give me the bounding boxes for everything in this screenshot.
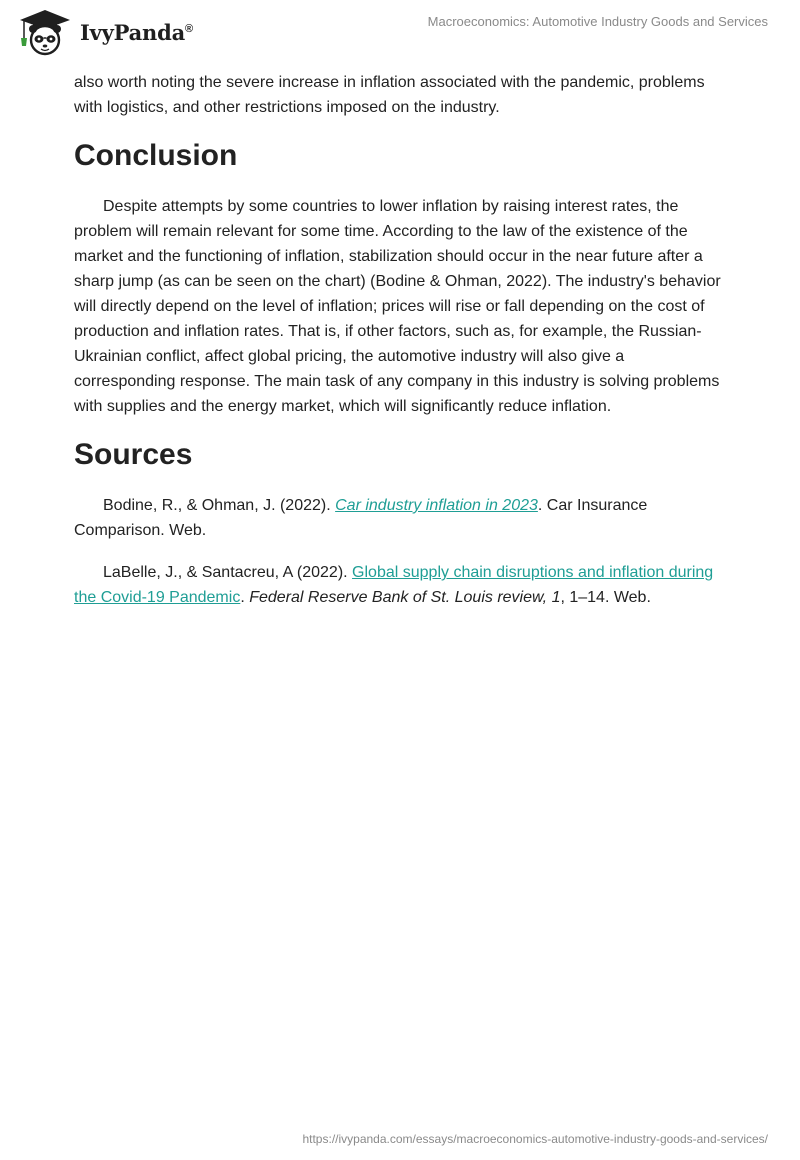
reference-link-car-industry-inflation[interactable]: Car industry inflation in 2023 bbox=[335, 497, 538, 514]
reference-rest: , 1–14. Web. bbox=[560, 589, 651, 606]
conclusion-heading: Conclusion bbox=[74, 139, 238, 172]
sources-heading: Sources bbox=[74, 438, 193, 471]
reference-rest: . Car Insurance Comparison. Web. bbox=[74, 497, 648, 539]
reference-item bbox=[74, 493, 726, 543]
reference-journal: Federal Reserve Bank of St. Louis review, 1 bbox=[249, 589, 561, 606]
logo-wordmark: IvyPanda® bbox=[80, 19, 193, 45]
page-url: https://ivypanda.com/essays/macroeconomics-automotive-industry-goods-and-services/ bbox=[302, 1132, 768, 1146]
reference-item bbox=[74, 560, 726, 610]
essay-content bbox=[74, 70, 726, 610]
reference-authors: LaBelle, J., & Santacreu, A (2022). bbox=[103, 564, 353, 581]
document-title: Macroeconomics: Automotive Industry Goods and Services bbox=[427, 14, 768, 29]
panda-graduate-icon bbox=[16, 8, 74, 56]
ivypanda-logo[interactable] bbox=[16, 8, 193, 56]
page-header bbox=[0, 0, 800, 62]
conclusion-paragraph: Despite attempts by some countries to lower inflation by raising interest rates, the problem will remain relevant for some time. According to the law of the existence of the market and the functioning of inflation, stabilization should occur in the near future after a sharp jump (as can be seen on the chart) (Bodine & Ohman, 2022). The industry's behavior will directly depend on the level of inflation; prices will rise or fall depending on the cost of production and inflation rates. That is, if other factors, such as, for example, the Russian-Ukrainian conflict, affect global pricing, the automotive industry will also give a corresponding response. The main task of any company in this industry is solving problems with supplies and the energy market, which will significantly reduce inflation. bbox=[74, 198, 721, 415]
intro-paragraph: also worth noting the severe increase in inflation associated with the pandemic, problems with logistics, and other restrictions imposed on the industry. bbox=[74, 74, 705, 116]
reference-authors: Bodine, R., & Ohman, J. (2022). bbox=[103, 497, 336, 514]
reference-separator: . bbox=[240, 589, 250, 606]
reference-link-global-supply-chain[interactable]: Global supply chain disruptions and inflation during the Covid-19 Pandemic bbox=[74, 564, 714, 606]
